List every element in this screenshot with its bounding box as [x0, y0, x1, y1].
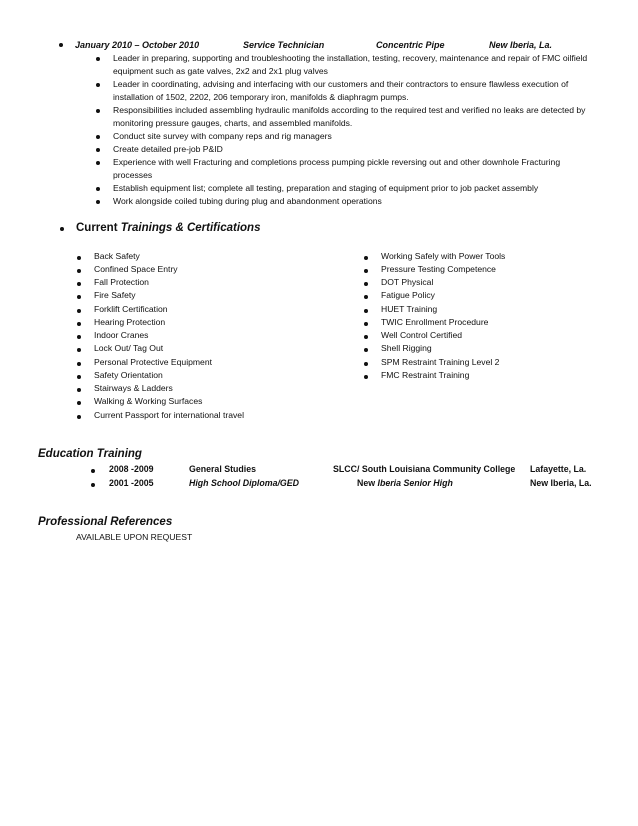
cert-bullet [364, 362, 368, 366]
cert-bullet [364, 335, 368, 339]
references-heading: Professional References [38, 516, 173, 528]
references-text: AVAILABLE UPON REQUEST [76, 532, 193, 542]
cert-item: SPM Restraint Training Level 2 [381, 357, 500, 367]
certifications-heading-italic: Trainings & Certifications [120, 222, 261, 234]
cert-item: Stairways & Ladders [94, 383, 173, 393]
cert-bullet [77, 309, 81, 313]
education-school-italic: Iberia Senior High [377, 478, 453, 488]
cert-bullet [364, 309, 368, 313]
duty-item: Experience with well Fracturing and completions process pumping pickle reversing out and other downhole Fracturing processes [113, 157, 561, 180]
cert-item: Confined Space Entry [94, 264, 178, 274]
education-years: 2008 -2009 [109, 464, 154, 474]
duty-item: Leader in preparing, supporting and troubleshooting the installation, testing, recovery, maintenance and repair of FMC oilfield equipment such as gate valves, 2x2 and 2x1 plug valves [113, 53, 588, 76]
cert-bullet [364, 348, 368, 352]
education-program: High School Diploma/GED [189, 478, 299, 488]
cert-bullet [77, 269, 81, 273]
cert-bullet [364, 322, 368, 326]
education-heading: Education Training [38, 448, 142, 460]
duty-item: Conduct site survey with company reps and rig managers [113, 131, 332, 141]
cert-item: HUET Training [381, 304, 438, 314]
education-bullet [91, 483, 95, 487]
job-title: Service Technician [243, 40, 325, 50]
duty-bullet [96, 109, 100, 113]
cert-bullet [77, 401, 81, 405]
cert-bullet [77, 295, 81, 299]
duty-item: Create detailed pre-job P&ID [113, 144, 223, 154]
duty-bullet [96, 57, 100, 61]
education-years: 2001 -2005 [109, 478, 154, 488]
duty-bullet [96, 187, 100, 191]
cert-bullet [77, 335, 81, 339]
cert-bullet [77, 322, 81, 326]
cert-item: DOT Physical [381, 277, 434, 287]
duty-bullet [96, 135, 100, 139]
cert-item: Indoor Cranes [94, 330, 149, 340]
cert-bullet [77, 282, 81, 286]
job-company: Concentric Pipe [376, 40, 445, 50]
duty-item: Work alongside coiled tubing during plug and abandonment operations [113, 196, 382, 206]
cert-item: Well Control Certified [381, 330, 463, 340]
cert-item: Back Safety [94, 251, 140, 261]
cert-bullet [364, 295, 368, 299]
education-bullet [91, 469, 95, 473]
cert-bullet [77, 256, 81, 260]
duty-bullet [96, 148, 100, 152]
cert-bullet [77, 348, 81, 352]
education-program: General Studies [189, 464, 256, 474]
cert-item: Current Passport for international travel [94, 410, 244, 420]
education-school [357, 478, 453, 488]
cert-item: Shell Rigging [381, 343, 432, 353]
cert-item: TWIC Enrollment Procedure [381, 317, 489, 327]
education-location: New Iberia, La. [530, 478, 592, 488]
education-location: Lafayette, La. [530, 464, 587, 474]
cert-bullet [364, 269, 368, 273]
cert-item: Pressure Testing Competence [381, 264, 496, 274]
cert-item: Fire Safety [94, 290, 136, 300]
cert-item: Lock Out/ Tag Out [94, 343, 164, 353]
cert-item: Walking & Working Surfaces [94, 396, 203, 406]
cert-item: Fatigue Policy [381, 290, 435, 300]
certifications-heading [76, 222, 260, 234]
duty-bullet [96, 161, 100, 165]
cert-bullet [77, 415, 81, 419]
cert-bullet [77, 362, 81, 366]
job-location: New Iberia, La. [489, 40, 553, 50]
cert-bullet [77, 388, 81, 392]
certifications-heading-bullet [60, 227, 64, 231]
duty-item: Leader in coordinating, advising and interfacing with our customers and their contractors to ensure flawless execution of installation of 1502, 2202, 206 temporary iron, manifolds & diaphragm pumps. [113, 79, 569, 102]
education-school-prefix: New [357, 478, 378, 488]
cert-bullet [364, 256, 368, 260]
cert-item: FMC Restraint Training [381, 370, 470, 380]
cert-item: Safety Orientation [94, 370, 163, 380]
cert-item: Forklift Certification [94, 304, 168, 314]
cert-bullet [364, 282, 368, 286]
duty-item: Establish equipment list; complete all testing, preparation and staging of equipment prior to job packet assembly [113, 183, 539, 193]
cert-bullet [77, 375, 81, 379]
cert-item: Personal Protective Equipment [94, 357, 212, 367]
cert-item: Working Safely with Power Tools [381, 251, 506, 261]
cert-item: Hearing Protection [94, 317, 166, 327]
cert-bullet [364, 375, 368, 379]
duty-bullet [96, 83, 100, 87]
duty-item: Responsibilities included assembling hydraulic manifolds according to the required test and verified no leaks are detected by monitoring pressure gauges, charts, and assembled manifolds. [113, 105, 586, 128]
job-dates: January 2010 – October 2010 [75, 40, 200, 50]
job-bullet [59, 43, 63, 47]
cert-item: Fall Protection [94, 277, 149, 287]
education-school: SLCC/ South Louisiana Community College [333, 464, 516, 474]
duty-bullet [96, 200, 100, 204]
certifications-heading-prefix: Current [76, 222, 121, 234]
